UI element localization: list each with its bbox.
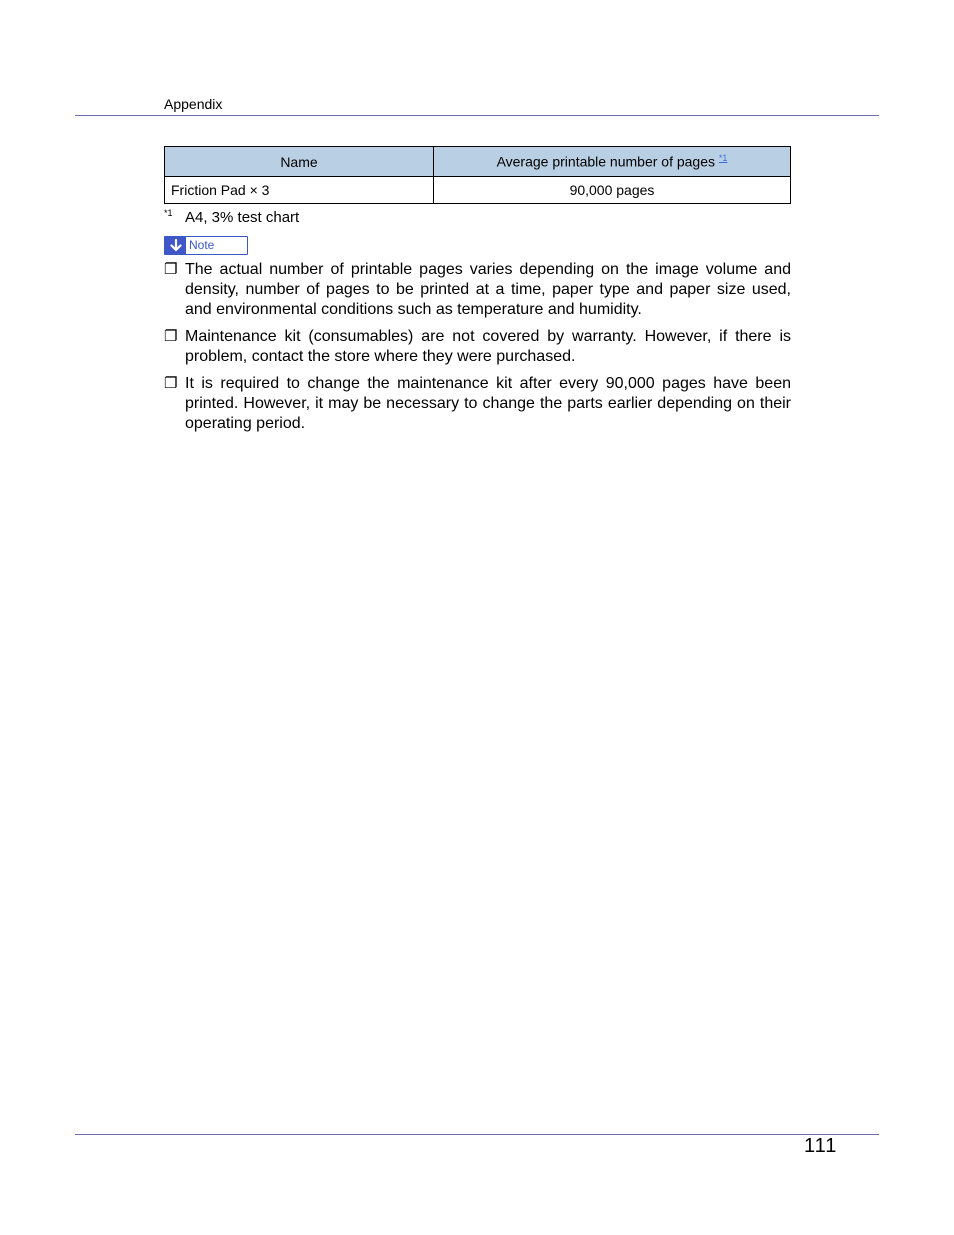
maintenance-kit-table [164,146,791,204]
footnote-link[interactable]: *1 [718,153,728,164]
down-arrow-icon [165,237,186,254]
footnote-text: A4, 3% test chart [185,209,300,226]
column-header-name-label: Name [280,153,318,170]
column-header-pages [434,147,791,177]
cell-page-count: 90,000 pages [434,177,791,204]
list-item [164,327,791,367]
note-text: It is required to change the maintenance kit after every 90,000 pages have been printed. However, it may be necessary to change the parts earlier depending on their operating period. [185,375,791,432]
section-header: Appendix [164,96,223,112]
note-badge [164,236,248,255]
header-rule [75,115,879,116]
note-text: Maintenance kit (consumables) are not covered by warranty. However, if there is problem, contact the store where they were purchased. [185,328,791,365]
down-arrow-icon-svg [170,239,182,252]
footer-rule [75,1134,879,1135]
table-header-row [165,147,791,177]
column-header-name [165,147,434,177]
footnote [164,208,299,226]
checkbox-bullet-icon: ❐ [164,328,178,345]
note-text: The actual number of printable pages varies depending on the image volume and density, number of pages to be printed at a time, paper type and paper size used, and environmental conditions such as temperature and humidity. [185,261,791,318]
note-list [164,260,791,441]
checkbox-bullet-icon: ❐ [164,261,178,278]
checkbox-bullet-icon: ❐ [164,375,178,392]
note-badge-label: Note [189,238,215,252]
table-row [165,177,791,204]
page-number: 111 [804,1135,838,1157]
cell-part-name: Friction Pad × 3 [165,177,434,204]
column-header-pages-label: Average printable number of pages [496,153,716,170]
footnote-mark: *1 [164,208,173,218]
list-item [164,260,791,320]
list-item [164,374,791,434]
